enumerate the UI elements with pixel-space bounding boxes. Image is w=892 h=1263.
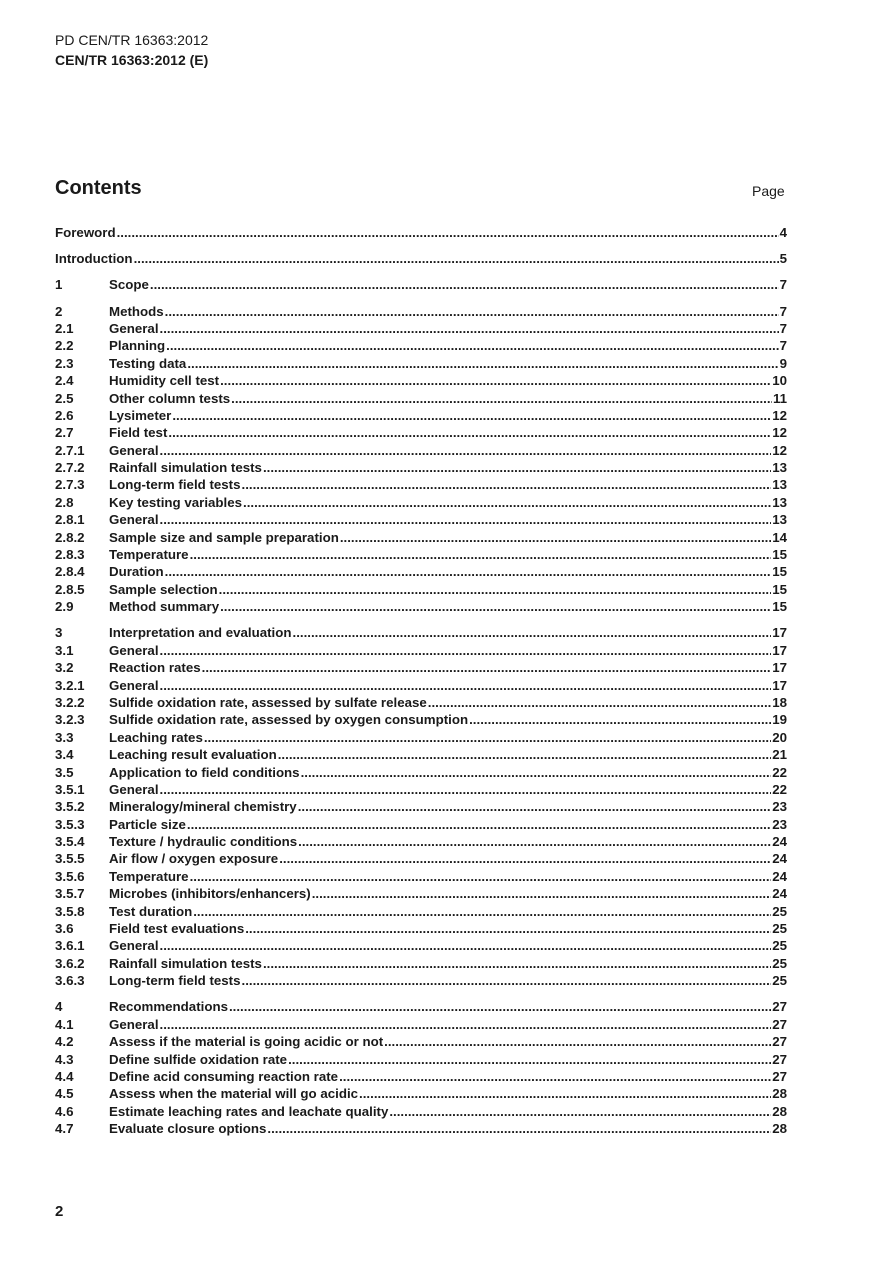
toc-section-number: 2.2	[55, 338, 74, 354]
toc-section-title: Introduction	[55, 251, 133, 267]
toc-section-number: 2.8	[55, 494, 74, 510]
toc-page-number: 15	[772, 581, 787, 597]
toc-section-number: 2.8.4	[55, 564, 85, 580]
toc-page-number: 18	[772, 694, 787, 710]
toc-entry[interactable]	[55, 868, 787, 885]
toc-page-number: 5	[779, 251, 787, 267]
toc-dot-leader	[389, 1103, 771, 1120]
toc-section-number: 2.8.2	[55, 529, 85, 545]
toc-dot-leader	[219, 581, 772, 598]
toc-section-number: 4.5	[55, 1086, 74, 1102]
toc-dot-leader	[190, 868, 772, 885]
toc-entry[interactable]	[55, 972, 787, 989]
toc-page-number: 7	[779, 320, 787, 336]
toc-dot-leader	[298, 798, 772, 815]
toc-section-number: 2.7.3	[55, 477, 85, 493]
toc-dot-leader	[288, 1051, 771, 1068]
toc-page-number: 24	[772, 886, 787, 902]
toc-page-number: 23	[772, 799, 787, 815]
toc-dot-leader	[160, 442, 772, 459]
document-id-english: CEN/TR 16363:2012 (E)	[55, 52, 209, 68]
toc-page-number: 15	[772, 564, 787, 580]
toc-page-number: 17	[772, 660, 787, 676]
toc-section-number: 2.7.2	[55, 460, 85, 476]
toc-section-title: Define sulfide oxidation rate	[109, 1051, 288, 1067]
toc-page-number: 12	[772, 442, 787, 458]
toc-section-title: General	[109, 781, 159, 797]
toc-section-title: Microbes (inhibitors/enhancers)	[109, 886, 311, 902]
toc-section-title: Mineralogy/mineral chemistry	[109, 799, 297, 815]
toc-page-number: 27	[772, 999, 787, 1015]
toc-dot-leader	[168, 424, 771, 441]
toc-section-number: 3.6	[55, 921, 74, 937]
toc-section-number: 3.5	[55, 764, 74, 780]
toc-section-number: 3.6.3	[55, 973, 85, 989]
toc-page-number: 25	[772, 903, 787, 919]
toc-dot-leader	[301, 764, 772, 781]
toc-entry[interactable]	[55, 920, 787, 937]
toc-section-number: 3.5.7	[55, 886, 85, 902]
toc-entry[interactable]	[55, 677, 787, 694]
toc-dot-leader	[359, 1085, 771, 1102]
toc-entry[interactable]	[55, 659, 787, 676]
toc-entry[interactable]	[55, 642, 787, 659]
toc-section-title: Air flow / oxygen exposure	[109, 851, 279, 867]
toc-page-number: 12	[772, 425, 787, 441]
toc-section-number: 2.7.1	[55, 442, 85, 458]
toc-section-title: Particle size	[109, 816, 186, 832]
toc-entry[interactable]	[55, 937, 787, 954]
toc-section-title: Leaching result evaluation	[109, 747, 277, 763]
toc-section-title: Foreword	[55, 225, 116, 240]
toc-entry[interactable]	[55, 850, 787, 867]
toc-dot-leader	[117, 224, 779, 241]
toc-entry[interactable]	[55, 746, 787, 763]
toc-dot-leader	[150, 276, 779, 293]
toc-page-number: 13	[772, 460, 787, 476]
toc-section-title: Estimate leaching rates and leachate quality	[109, 1103, 389, 1119]
toc-section-number: 2.9	[55, 599, 74, 615]
toc-page-number: 9	[779, 355, 787, 371]
page-number: 2	[55, 1203, 64, 1220]
toc-entry[interactable]	[55, 903, 787, 920]
toc-entry[interactable]	[55, 303, 787, 320]
toc-entry[interactable]	[55, 598, 787, 615]
toc-entry[interactable]	[55, 581, 787, 598]
toc-page-number: 28	[772, 1086, 787, 1102]
toc-section-number: 3.6.2	[55, 955, 85, 971]
toc-section-title: Duration	[109, 564, 164, 580]
toc-section-number: 3.5.8	[55, 903, 85, 919]
toc-section-title: General	[109, 442, 159, 458]
toc-page-number: 27	[772, 1068, 787, 1084]
toc-section-number: 2	[55, 303, 63, 319]
toc-dot-leader	[160, 320, 779, 337]
toc-dot-leader	[267, 1120, 771, 1137]
toc-dot-leader	[160, 1016, 772, 1033]
toc-entry[interactable]	[55, 407, 787, 424]
toc-section-title: Recommendations	[109, 999, 228, 1015]
toc-dot-leader	[384, 1033, 771, 1050]
toc-section-number: 3.3	[55, 729, 74, 745]
toc-page-number: 10	[772, 373, 787, 389]
toc-entry[interactable]	[55, 694, 787, 711]
toc-page-number: 27	[772, 1034, 787, 1050]
toc-section-title: Leaching rates	[109, 729, 203, 745]
toc-entry[interactable]	[55, 476, 787, 493]
contents-heading: Contents	[55, 177, 142, 199]
toc-section-title: Planning	[109, 338, 166, 354]
toc-section-title: Texture / hydraulic conditions	[109, 834, 298, 850]
toc-dot-leader	[242, 972, 772, 989]
toc-dot-leader	[231, 390, 772, 407]
toc-entry[interactable]	[55, 320, 787, 337]
toc-section-title: Scope	[109, 277, 149, 293]
toc-dot-leader	[166, 337, 778, 354]
toc-entry[interactable]	[55, 1033, 787, 1050]
toc-dot-leader	[339, 1068, 771, 1085]
toc-page-number: 7	[779, 338, 787, 354]
toc-page-number: 22	[772, 764, 787, 780]
toc-page-number: 7	[779, 303, 787, 319]
toc-section-number: 2.8.3	[55, 547, 85, 563]
toc-dot-leader	[293, 624, 772, 641]
toc-section-title: Rainfall simulation tests	[109, 460, 262, 476]
toc-entry[interactable]	[55, 764, 787, 781]
toc-page-number: 24	[772, 868, 787, 884]
toc-dot-leader	[279, 850, 771, 867]
toc-dot-leader	[243, 494, 771, 511]
toc-section-number: 4.4	[55, 1068, 74, 1084]
toc-section-title: Method summary	[109, 599, 220, 615]
toc-entry[interactable]	[55, 424, 787, 441]
toc-section-title: General	[109, 512, 159, 528]
toc-section-number: 2.5	[55, 390, 74, 406]
toc-entry[interactable]	[55, 276, 787, 293]
toc-entry[interactable]	[55, 1085, 787, 1102]
toc-dot-leader	[263, 459, 771, 476]
toc-section-number: 2.7	[55, 425, 74, 441]
toc-entry[interactable]	[55, 1068, 787, 1085]
toc-dot-leader	[204, 729, 771, 746]
toc-entry[interactable]	[55, 224, 787, 241]
toc-entry[interactable]	[55, 885, 787, 902]
toc-dot-leader	[340, 529, 771, 546]
toc-section-number: 3.5.3	[55, 816, 85, 832]
toc-entry[interactable]	[55, 390, 787, 407]
toc-page-number: 17	[772, 625, 787, 641]
toc-entry[interactable]	[55, 711, 787, 728]
toc-dot-leader	[298, 833, 771, 850]
toc-entry[interactable]	[55, 955, 787, 972]
toc-entry[interactable]	[55, 494, 787, 511]
toc-section-title: Other column tests	[109, 390, 231, 406]
toc-entry[interactable]	[55, 1051, 787, 1068]
toc-dot-leader	[428, 694, 771, 711]
toc-entry[interactable]	[55, 729, 787, 746]
table-of-contents	[55, 224, 787, 1138]
toc-section-number: 3	[55, 625, 63, 641]
toc-section-title: Evaluate closure options	[109, 1121, 267, 1137]
toc-section-title: Test duration	[109, 903, 193, 919]
toc-entry[interactable]	[55, 337, 787, 354]
toc-section-number: 3.5.2	[55, 799, 85, 815]
toc-page-number: 25	[772, 973, 787, 989]
toc-section-title: General	[109, 677, 159, 693]
toc-section-title: Testing data	[109, 355, 187, 371]
toc-entry[interactable]	[55, 798, 787, 815]
toc-section-title: General	[109, 642, 159, 658]
toc-section-number: 3.2	[55, 660, 74, 676]
toc-dot-leader	[469, 711, 771, 728]
toc-entry[interactable]	[55, 816, 787, 833]
toc-section-title: Methods	[109, 303, 164, 319]
toc-page-number: 24	[772, 851, 787, 867]
toc-section-number: 3.5.5	[55, 851, 85, 867]
toc-dot-leader	[263, 955, 771, 972]
toc-page-number: 15	[772, 547, 787, 563]
toc-entry[interactable]	[55, 529, 787, 546]
toc-dot-leader	[160, 937, 772, 954]
toc-page-number: 13	[772, 477, 787, 493]
toc-section-title: General	[109, 938, 159, 954]
toc-section-number: 3.2.2	[55, 694, 85, 710]
toc-section-title: Lysimeter	[109, 407, 172, 423]
toc-section-title: Field test	[109, 425, 168, 441]
toc-page-number: 25	[772, 955, 787, 971]
toc-page-number: 21	[772, 747, 787, 763]
toc-page-number: 19	[772, 712, 787, 728]
toc-section-title: Humidity cell test	[109, 373, 220, 389]
toc-section-number: 3.6.1	[55, 938, 85, 954]
toc-page-number: 7	[779, 277, 787, 293]
toc-dot-leader	[165, 303, 779, 320]
toc-section-number: 3.1	[55, 642, 74, 658]
toc-entry[interactable]	[55, 459, 787, 476]
toc-entry[interactable]	[55, 1120, 787, 1137]
toc-entry[interactable]	[55, 355, 787, 372]
toc-page-number: 17	[772, 642, 787, 658]
toc-entry[interactable]	[55, 624, 787, 641]
toc-page-number: 27	[772, 1016, 787, 1032]
toc-section-title: Sample selection	[109, 581, 218, 597]
toc-page-number: 24	[772, 834, 787, 850]
toc-entry[interactable]	[55, 546, 787, 563]
toc-section-number: 2.3	[55, 355, 74, 371]
toc-page-number: 20	[772, 729, 787, 745]
toc-section-title: Interpretation and evaluation	[109, 625, 292, 641]
toc-page-number: 12	[772, 407, 787, 423]
toc-entry[interactable]	[55, 1016, 787, 1033]
toc-section-title: Sulfide oxidation rate, assessed by oxygen consumption	[109, 712, 469, 728]
toc-section-number: 4.2	[55, 1034, 74, 1050]
toc-dot-leader	[160, 677, 772, 694]
document-id: PD CEN/TR 16363:2012	[55, 32, 209, 48]
toc-page-number: 13	[772, 494, 787, 510]
toc-section-number: 4	[55, 999, 63, 1015]
toc-entry[interactable]	[55, 781, 787, 798]
toc-dot-leader	[160, 781, 772, 798]
toc-dot-leader	[242, 476, 772, 493]
toc-page-number: 28	[772, 1103, 787, 1119]
toc-dot-leader	[193, 903, 771, 920]
toc-section-number: 1	[55, 277, 63, 293]
toc-section-title: Long-term field tests	[109, 477, 241, 493]
toc-dot-leader	[202, 659, 772, 676]
toc-section-number: 2.1	[55, 320, 74, 336]
toc-section-number: 3.2.3	[55, 712, 85, 728]
toc-section-number: 2.8.5	[55, 581, 85, 597]
toc-section-number: 4.7	[55, 1121, 74, 1137]
toc-section-number: 4.6	[55, 1103, 74, 1119]
toc-section-title: Temperature	[109, 868, 189, 884]
toc-section-number: 4.3	[55, 1051, 74, 1067]
toc-section-number: 3.2.1	[55, 677, 85, 693]
toc-section-title: Assess if the material is going acidic or not	[109, 1034, 384, 1050]
toc-page-number: 22	[772, 781, 787, 797]
toc-dot-leader	[312, 885, 771, 902]
toc-dot-leader	[278, 746, 771, 763]
toc-section-title: Reaction rates	[109, 660, 201, 676]
toc-dot-leader	[160, 642, 772, 659]
toc-dot-leader	[220, 372, 771, 389]
toc-page-number: 17	[772, 677, 787, 693]
toc-page-number: 4	[779, 225, 787, 240]
toc-entry[interactable]	[55, 250, 787, 267]
toc-entry[interactable]	[55, 511, 787, 528]
toc-page-number: 15	[772, 599, 787, 615]
toc-section-title: Assess when the material will go acidic	[109, 1086, 359, 1102]
toc-section-title: Long-term field tests	[109, 973, 241, 989]
toc-section-title: Key testing variables	[109, 494, 243, 510]
toc-entry[interactable]	[55, 1103, 787, 1120]
toc-page-number: 25	[772, 921, 787, 937]
toc-section-title: General	[109, 320, 159, 336]
toc-page-number: 28	[772, 1121, 787, 1137]
toc-entry[interactable]	[55, 563, 787, 580]
toc-dot-leader	[187, 355, 778, 372]
toc-dot-leader	[187, 816, 771, 833]
toc-dot-leader	[160, 511, 772, 528]
toc-section-title: Application to field conditions	[109, 764, 300, 780]
toc-section-title: Field test evaluations	[109, 921, 245, 937]
toc-page-number: 23	[772, 816, 787, 832]
toc-entry[interactable]	[55, 372, 787, 389]
toc-dot-leader	[220, 598, 771, 615]
toc-dot-leader	[229, 998, 771, 1015]
toc-section-number: 4.1	[55, 1016, 74, 1032]
toc-section-number: 2.6	[55, 407, 74, 423]
toc-dot-leader	[245, 920, 771, 937]
toc-section-title: Temperature	[109, 547, 189, 563]
toc-section-number: 3.5.4	[55, 834, 85, 850]
page-column-label: Page	[752, 183, 785, 199]
toc-page-number: 14	[772, 529, 787, 545]
toc-page-number: 27	[772, 1051, 787, 1067]
toc-dot-leader	[190, 546, 772, 563]
toc-dot-leader	[134, 250, 779, 267]
toc-section-number: 2.4	[55, 373, 74, 389]
toc-section-number: 3.4	[55, 747, 74, 763]
toc-section-number: 3.5.6	[55, 868, 85, 884]
toc-section-title: Define acid consuming reaction rate	[109, 1068, 339, 1084]
toc-page-number: 13	[772, 512, 787, 528]
toc-dot-leader	[172, 407, 771, 424]
toc-section-title: General	[109, 1016, 159, 1032]
toc-entry[interactable]	[55, 998, 787, 1015]
toc-page-number: 25	[772, 938, 787, 954]
toc-page-number: 11	[772, 390, 787, 406]
toc-section-title: Sulfide oxidation rate, assessed by sulfate release	[109, 694, 427, 710]
toc-section-title: Rainfall simulation tests	[109, 955, 262, 971]
toc-section-number: 3.5.1	[55, 781, 85, 797]
toc-section-number: 2.8.1	[55, 512, 85, 528]
toc-dot-leader	[165, 563, 772, 580]
toc-entry[interactable]	[55, 442, 787, 459]
toc-entry[interactable]	[55, 833, 787, 850]
toc-section-title: Sample size and sample preparation	[109, 529, 339, 545]
